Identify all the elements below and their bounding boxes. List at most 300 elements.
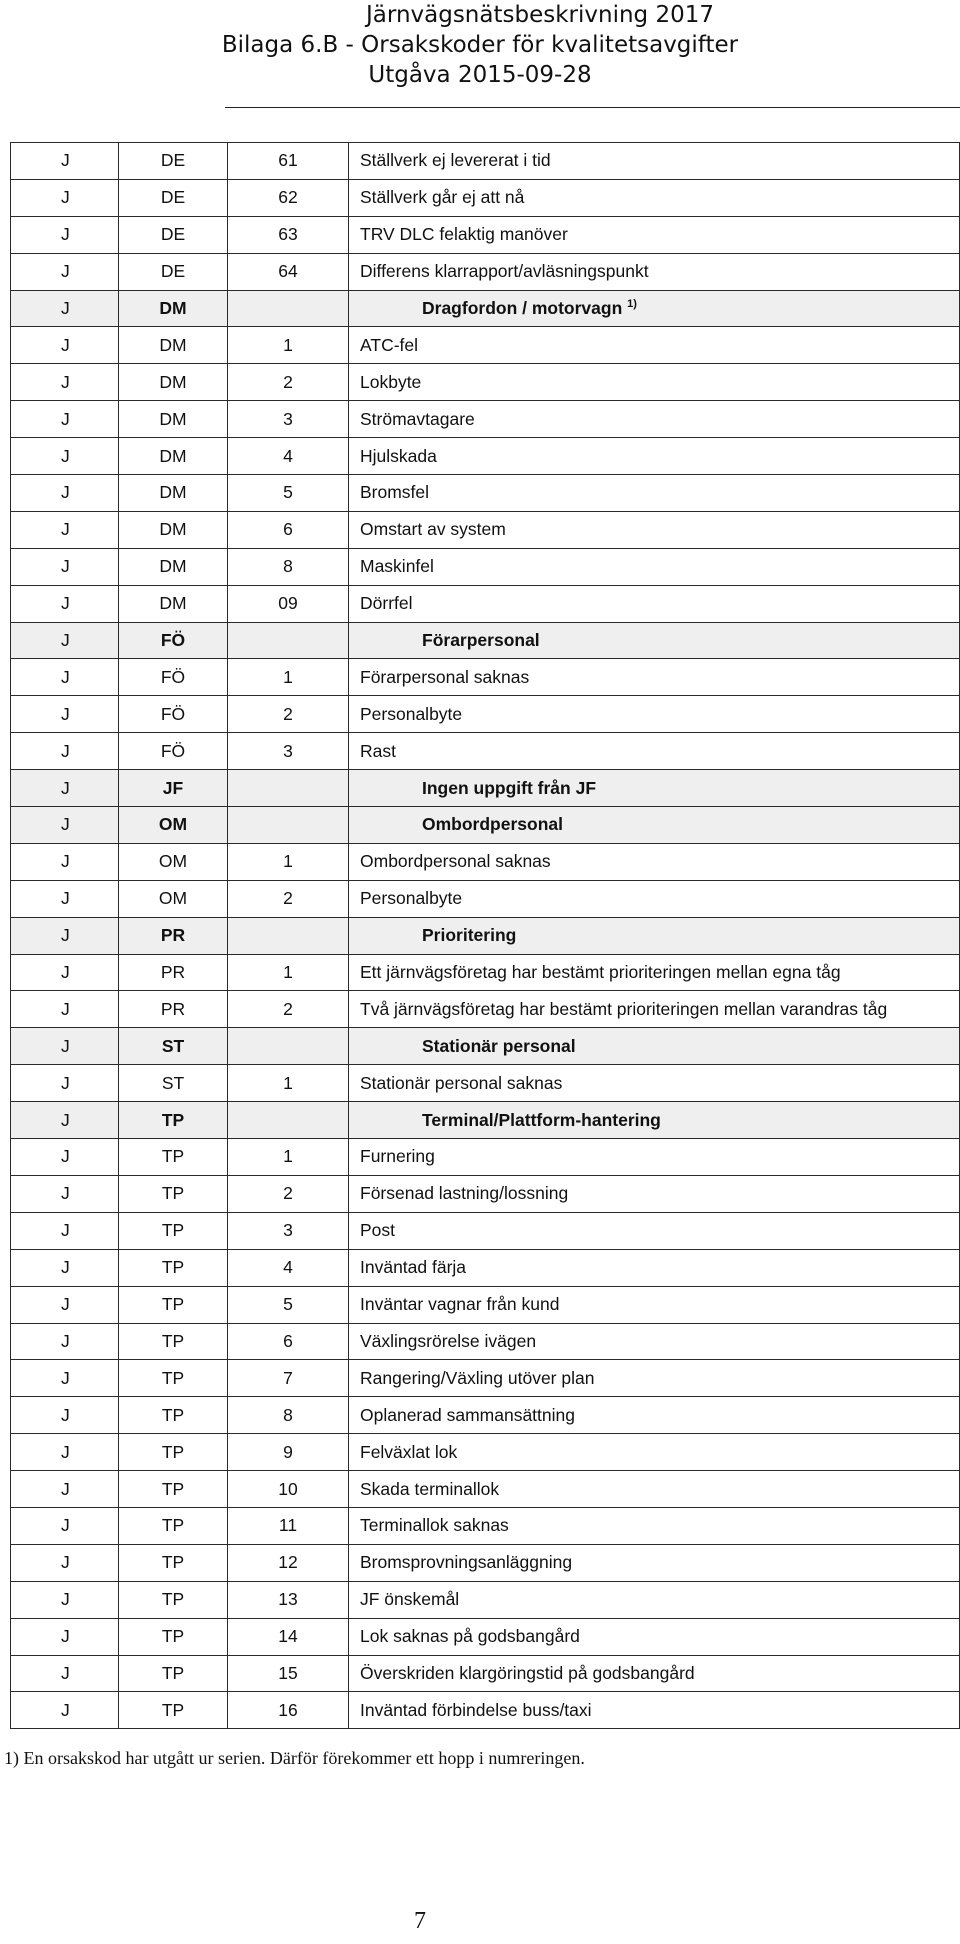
cell-group-code-text: OM — [158, 851, 188, 872]
cell-category — [11, 733, 119, 770]
cell-description-text: Bromsfel — [360, 482, 430, 503]
table-row — [11, 1323, 960, 1360]
cell-category — [11, 253, 119, 290]
cell-category-text: J — [61, 1109, 70, 1130]
cell-number-text: 5 — [283, 1294, 293, 1315]
cell-category — [11, 585, 119, 622]
cell-category — [11, 1692, 119, 1729]
cell-group-code — [119, 1323, 228, 1360]
cell-category — [11, 548, 119, 585]
cell-group-code-text: DE — [160, 150, 186, 171]
cell-description — [349, 1028, 960, 1065]
table-group-row — [11, 290, 960, 327]
cell-number-text: 14 — [278, 1626, 298, 1647]
cell-description — [349, 253, 960, 290]
cell-number-text: 2 — [283, 703, 293, 724]
cell-number — [228, 1692, 349, 1729]
cell-description-text: Ombordpersonal saknas — [360, 851, 551, 872]
cell-number — [228, 1471, 349, 1508]
cell-description — [349, 733, 960, 770]
table-row — [11, 511, 960, 548]
cell-group-code-text: TP — [161, 1257, 185, 1278]
cell-description-text: Två järnvägsföretag har bestämt prioriteringen mellan varandras tåg — [360, 998, 888, 1019]
cell-number-text: 2 — [283, 998, 293, 1019]
cell-category-text: J — [61, 593, 70, 614]
cell-group-code — [119, 1434, 228, 1471]
table-row — [11, 843, 960, 880]
table-row — [11, 1618, 960, 1655]
cell-number-text: 5 — [283, 482, 293, 503]
cell-category-text: J — [61, 1220, 70, 1241]
cell-number-text: 3 — [283, 740, 293, 761]
cell-category-text: J — [61, 925, 70, 946]
cell-number — [228, 954, 349, 991]
cell-description-text: Förarpersonal saknas — [360, 666, 530, 687]
cell-number-text: 3 — [283, 1220, 293, 1241]
cell-description — [349, 1655, 960, 1692]
cell-group-code — [119, 1544, 228, 1581]
cell-category-text: J — [61, 261, 70, 282]
cell-group-code — [119, 475, 228, 512]
table-row — [11, 143, 960, 180]
table-row — [11, 401, 960, 438]
cell-group-code-text: TP — [161, 1662, 185, 1683]
cell-category — [11, 843, 119, 880]
cell-group-code-text: JF — [162, 777, 184, 798]
table-row — [11, 179, 960, 216]
cell-group-code — [119, 364, 228, 401]
cell-number — [228, 179, 349, 216]
cell-category-text: J — [61, 445, 70, 466]
cell-group-code-text: OM — [158, 814, 188, 835]
cell-group-code — [119, 807, 228, 844]
cell-description-text: Ett järnvägsföretag har bestämt prioriteringen mellan egna tåg — [360, 962, 841, 983]
table-row — [11, 1249, 960, 1286]
cell-group-code-text: DE — [160, 187, 186, 208]
cell-category-text: J — [61, 1404, 70, 1425]
cell-group-code — [119, 401, 228, 438]
cell-number — [228, 659, 349, 696]
cell-group-code — [119, 1397, 228, 1434]
cell-group-code — [119, 1212, 228, 1249]
cell-category-text: J — [61, 556, 70, 577]
cell-group-code — [119, 1028, 228, 1065]
cause-code-table — [10, 142, 960, 1729]
cell-category — [11, 1212, 119, 1249]
cell-category-text: J — [61, 1367, 70, 1388]
cell-group-code-text: TP — [161, 1404, 185, 1425]
cell-category-text: J — [61, 334, 70, 355]
cell-group-code — [119, 438, 228, 475]
page-number: 7 — [414, 1908, 426, 1934]
table-group-row — [11, 622, 960, 659]
cell-group-code-text: TP — [161, 1330, 185, 1351]
table-row — [11, 327, 960, 364]
cell-group-code — [119, 1065, 228, 1102]
cell-category-text: J — [61, 224, 70, 245]
cell-number-text: 8 — [283, 556, 293, 577]
cell-category — [11, 364, 119, 401]
cell-category — [11, 1655, 119, 1692]
cell-description — [349, 1065, 960, 1102]
cell-group-code-text: TP — [161, 1146, 185, 1167]
document-subtitle: Bilaga 6.B - Orsakskoder för kvalitetsavgifter — [221, 32, 739, 58]
cell-description-text: Maskinfel — [360, 556, 434, 577]
cell-group-code-text: TP — [161, 1109, 185, 1130]
cell-group-code-text: TP — [161, 1552, 185, 1573]
cell-number — [228, 1618, 349, 1655]
cell-description — [349, 1360, 960, 1397]
cell-number-text: 61 — [278, 150, 298, 171]
cell-group-code — [119, 1139, 228, 1176]
cell-description-text: Överskriden klargöringstid på godsbangård — [360, 1662, 695, 1683]
cell-number — [228, 1175, 349, 1212]
cell-number-text: 1 — [283, 666, 293, 687]
cell-category — [11, 216, 119, 253]
cell-description — [349, 1692, 960, 1729]
cell-number — [228, 475, 349, 512]
cell-group-code — [119, 1507, 228, 1544]
cell-group-code-text: DM — [159, 445, 187, 466]
cell-group-code-text: PR — [160, 998, 186, 1019]
cell-description-text: Dragfordon / motorvagn — [422, 298, 623, 318]
cell-description — [349, 548, 960, 585]
cell-description-text: Dörrfel — [360, 593, 413, 614]
table-row — [11, 253, 960, 290]
cell-description — [349, 1397, 960, 1434]
cell-number-text: 4 — [283, 445, 293, 466]
document-title: Järnvägsnätsbeskrivning 2017 — [366, 2, 714, 28]
cell-description-text: Ingen uppgift från JF — [422, 777, 597, 798]
cell-description — [349, 1471, 960, 1508]
table-group-row — [11, 770, 960, 807]
cell-group-code-text: DM — [159, 593, 187, 614]
cell-group-code — [119, 1286, 228, 1323]
cell-description-text: Stationär personal saknas — [360, 1072, 563, 1093]
table-row — [11, 1286, 960, 1323]
cell-group-code — [119, 917, 228, 954]
cell-category-text: J — [61, 519, 70, 540]
cell-description — [349, 179, 960, 216]
cell-description-text: Skada terminallok — [360, 1478, 500, 1499]
cell-group-code-text: OM — [158, 888, 188, 909]
cell-category-text: J — [61, 1441, 70, 1462]
cell-number — [228, 1102, 349, 1139]
cell-category — [11, 438, 119, 475]
cell-group-code — [119, 991, 228, 1028]
cell-category — [11, 1434, 119, 1471]
cell-description-text: Post — [360, 1220, 396, 1241]
cell-number-text: 1 — [283, 851, 293, 872]
cell-description — [349, 327, 960, 364]
document-edition: Utgåva 2015-09-28 — [368, 62, 592, 88]
cell-description — [349, 585, 960, 622]
cell-number — [228, 253, 349, 290]
table-row — [11, 1175, 960, 1212]
cell-description — [349, 1434, 960, 1471]
cell-number-text: 2 — [283, 888, 293, 909]
cell-category — [11, 1102, 119, 1139]
cell-category — [11, 770, 119, 807]
cell-description-text: Personalbyte — [360, 888, 463, 909]
table-row — [11, 216, 960, 253]
cell-group-code — [119, 179, 228, 216]
cell-group-code — [119, 1102, 228, 1139]
table-row — [11, 696, 960, 733]
cell-number — [228, 364, 349, 401]
cell-description — [349, 991, 960, 1028]
table-row — [11, 438, 960, 475]
cell-number-text: 1 — [283, 334, 293, 355]
cell-number — [228, 1323, 349, 1360]
table-row — [11, 1065, 960, 1102]
cell-category-text: J — [61, 1589, 70, 1610]
cell-category — [11, 991, 119, 1028]
cell-description — [349, 1323, 960, 1360]
cell-description-text: Strömavtagare — [360, 408, 475, 429]
cell-description — [349, 1618, 960, 1655]
footnote-marker: 1) — [627, 298, 637, 311]
cell-number-text: 6 — [283, 519, 293, 540]
cell-group-code-text: DM — [159, 334, 187, 355]
cell-number — [228, 143, 349, 180]
cell-category-text: J — [61, 666, 70, 687]
cell-category-text: J — [61, 482, 70, 503]
table-row — [11, 1397, 960, 1434]
table-row — [11, 1139, 960, 1176]
cell-group-code — [119, 1175, 228, 1212]
table-row — [11, 1212, 960, 1249]
cell-group-code-text: DM — [159, 298, 187, 318]
cell-number — [228, 1028, 349, 1065]
cell-description — [349, 1139, 960, 1176]
cell-group-code — [119, 622, 228, 659]
cell-description-text: JF önskemål — [360, 1589, 460, 1610]
cell-number — [228, 1139, 349, 1176]
cell-category-text: J — [61, 630, 70, 651]
cell-description-text: Prioritering — [422, 925, 517, 946]
cell-number — [228, 696, 349, 733]
table-row — [11, 1581, 960, 1618]
table-row — [11, 659, 960, 696]
cell-category — [11, 1323, 119, 1360]
table-row — [11, 1434, 960, 1471]
cell-category-text: J — [61, 1183, 70, 1204]
cell-group-code-text: DM — [159, 556, 187, 577]
cell-group-code — [119, 880, 228, 917]
cell-category-text: J — [61, 1035, 70, 1056]
cell-category-text: J — [61, 1330, 70, 1351]
cell-category — [11, 1286, 119, 1323]
cell-number-text: 8 — [283, 1404, 293, 1425]
cell-category — [11, 954, 119, 991]
cell-description-text: Rast — [360, 740, 396, 761]
cell-category-text: J — [61, 1146, 70, 1167]
page-header — [0, 0, 960, 90]
cell-description-text: Växlingsrörelse ivägen — [360, 1330, 537, 1351]
cell-description-text: Lokbyte — [360, 371, 422, 392]
cell-category-text: J — [61, 888, 70, 909]
cell-category-text: J — [61, 187, 70, 208]
cell-group-code-text: FÖ — [160, 666, 186, 687]
cell-category — [11, 179, 119, 216]
cell-category — [11, 1544, 119, 1581]
cell-category — [11, 917, 119, 954]
cell-number — [228, 807, 349, 844]
cell-group-code — [119, 1471, 228, 1508]
cell-category — [11, 659, 119, 696]
cell-category-text: J — [61, 150, 70, 171]
cell-number-text: 2 — [283, 1183, 293, 1204]
cell-number — [228, 1065, 349, 1102]
cell-description — [349, 1249, 960, 1286]
cell-number-text: 6 — [283, 1330, 293, 1351]
cell-number-text: 16 — [278, 1699, 298, 1720]
cell-number-text: 62 — [278, 187, 298, 208]
cell-category — [11, 1581, 119, 1618]
cell-description — [349, 880, 960, 917]
table-row — [11, 733, 960, 770]
cell-number — [228, 585, 349, 622]
cell-number — [228, 1434, 349, 1471]
table-row — [11, 991, 960, 1028]
table-row — [11, 1544, 960, 1581]
cell-group-code — [119, 253, 228, 290]
cell-description — [349, 954, 960, 991]
cell-number — [228, 1655, 349, 1692]
header-rule — [225, 107, 960, 108]
cell-category — [11, 1139, 119, 1176]
cell-description-text: Omstart av system — [360, 519, 506, 540]
cell-description — [349, 1102, 960, 1139]
cell-number — [228, 1397, 349, 1434]
cell-category — [11, 290, 119, 327]
cell-category — [11, 327, 119, 364]
cell-category — [11, 1360, 119, 1397]
cell-category-text: J — [61, 408, 70, 429]
cell-description-text: Felväxlat lok — [360, 1441, 458, 1462]
cell-description — [349, 696, 960, 733]
cell-description — [349, 770, 960, 807]
cell-description-text: Terminallok saknas — [360, 1515, 509, 1536]
cell-group-code-text: FÖ — [160, 703, 186, 724]
cell-number-text: 4 — [283, 1257, 293, 1278]
cell-group-code-text: TP — [161, 1515, 185, 1536]
cell-number-text: 1 — [283, 962, 293, 983]
cell-group-code — [119, 143, 228, 180]
cell-group-code — [119, 1655, 228, 1692]
cell-group-code — [119, 1360, 228, 1397]
table-row — [11, 585, 960, 622]
table-row — [11, 1360, 960, 1397]
cell-category — [11, 1065, 119, 1102]
cell-number — [228, 991, 349, 1028]
table-group-row — [11, 807, 960, 844]
table-row — [11, 1471, 960, 1508]
cell-category-text: J — [61, 962, 70, 983]
cell-number-text: 64 — [278, 261, 298, 282]
cell-group-code — [119, 843, 228, 880]
cell-description-text: Inväntar vagnar från kund — [360, 1294, 560, 1315]
cell-group-code — [119, 290, 228, 327]
cell-category-text: J — [61, 1662, 70, 1683]
cell-number-text: 63 — [278, 224, 298, 245]
cell-description — [349, 1507, 960, 1544]
cell-category — [11, 1507, 119, 1544]
cell-group-code-text: TP — [161, 1183, 185, 1204]
cell-group-code-text: TP — [161, 1367, 185, 1388]
cell-number — [228, 548, 349, 585]
cell-group-code — [119, 548, 228, 585]
table-row — [11, 1692, 960, 1729]
table-row — [11, 1655, 960, 1692]
cell-description-text: Hjulskada — [360, 445, 437, 466]
cell-number-text: 09 — [278, 593, 298, 614]
cell-group-code-text: TP — [161, 1699, 185, 1720]
cell-number — [228, 843, 349, 880]
cell-group-code-text: DE — [160, 224, 186, 245]
cell-number — [228, 917, 349, 954]
cell-number-text: 7 — [283, 1367, 293, 1388]
cell-description-text: Inväntad färja — [360, 1257, 467, 1278]
cell-category-text: J — [61, 371, 70, 392]
cell-description-text: Inväntad förbindelse buss/taxi — [360, 1699, 592, 1720]
cell-category-text: J — [61, 851, 70, 872]
cell-category — [11, 1397, 119, 1434]
table-row — [11, 548, 960, 585]
cell-category-text: J — [61, 1699, 70, 1720]
footnote: 1) En orsakskod har utgått ur serien. Därför förekommer ett hopp i numreringen. — [4, 1748, 585, 1768]
cell-category — [11, 622, 119, 659]
cell-description-text: Försenad lastning/lossning — [360, 1183, 569, 1204]
cell-group-code-text: ST — [161, 1072, 185, 1093]
cell-description — [349, 917, 960, 954]
cell-number-text: 10 — [278, 1478, 298, 1499]
cell-description — [349, 290, 960, 327]
cause-code-table-body — [11, 143, 960, 1729]
table-row — [11, 880, 960, 917]
cell-number — [228, 1360, 349, 1397]
cell-description — [349, 1175, 960, 1212]
cell-category — [11, 401, 119, 438]
cell-description-text: Rangering/Växling utöver plan — [360, 1367, 595, 1388]
cell-number-text: 13 — [278, 1589, 298, 1610]
cell-number-text: 1 — [283, 1072, 293, 1093]
cell-group-code — [119, 733, 228, 770]
cell-description — [349, 622, 960, 659]
cell-group-code-text: TP — [161, 1589, 185, 1610]
cell-description-text: Furnering — [360, 1146, 435, 1167]
cell-description — [349, 1544, 960, 1581]
cell-group-code-text: FÖ — [160, 630, 186, 651]
cell-category-text: J — [61, 1626, 70, 1647]
table-group-row — [11, 1028, 960, 1065]
cell-category-text: J — [61, 740, 70, 761]
cell-description-text: Personalbyte — [360, 703, 463, 724]
cell-number — [228, 880, 349, 917]
cell-description-text: Stationär personal — [422, 1035, 576, 1056]
cell-number — [228, 216, 349, 253]
cell-group-code-text: DM — [159, 371, 187, 392]
cell-category-text: J — [61, 1257, 70, 1278]
cell-category-text: J — [61, 998, 70, 1019]
cell-number-text: 12 — [278, 1552, 298, 1573]
cell-group-code — [119, 327, 228, 364]
cell-category-text: J — [61, 1552, 70, 1573]
cell-description-text: ATC-fel — [360, 334, 419, 355]
cell-group-code-text: TP — [161, 1626, 185, 1647]
table-group-row — [11, 917, 960, 954]
